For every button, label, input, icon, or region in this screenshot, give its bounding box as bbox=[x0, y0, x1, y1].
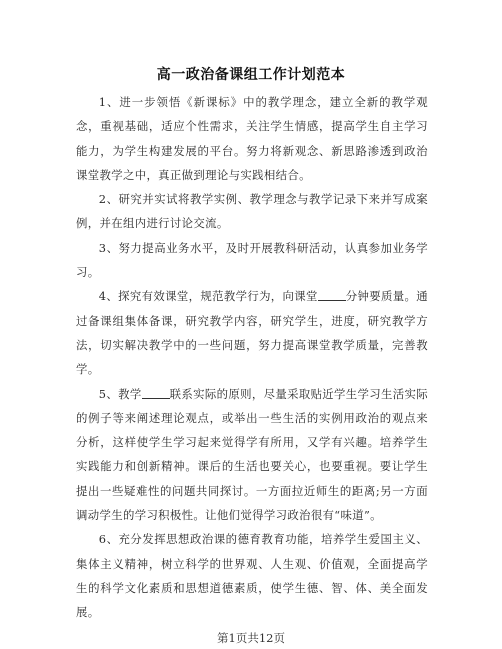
paragraph-4 bbox=[76, 284, 428, 381]
paragraph-4-start: 4、探究有效课堂，规范教学行为，向课堂 bbox=[98, 289, 318, 304]
paragraph-2: 2、研究并实试将教学实例、教学理念与教学记录下来并写成案例，并在组内进行讨论交流。 bbox=[76, 192, 428, 231]
document-title: 高一政治备课组工作计划范本 bbox=[156, 67, 346, 83]
paragraph-4-end: 分钟要质量。通过备课组集体备课，研究教学内容，研究学生，进度，研究教学方法，切实解决教学中的一些问题，努力提高课堂教学质量，完善教学。 bbox=[76, 289, 429, 377]
paragraph-1: 1、进一步领悟《新课标》中的教学理念，建立全新的教学观念，重视基础，适应个性需求，关注学生情感，提高学生自主学习能力，为学生构建发展的平台。努力将新观念、新思路渗透到政治课堂教学之中，真正做到理论与实践相结合。 bbox=[76, 95, 428, 182]
document-body bbox=[76, 90, 428, 625]
paragraph-5-start: 5、教学 bbox=[98, 386, 142, 401]
paragraph-6: 6、充分发挥思想政治课的德育教育功能，培养学生爱国主义、集体主义精神，树立科学的世界观、人生观、价值观，全面提高学生的科学文化素质和思想道德素质，使学生德、智、体、美全面发展。 bbox=[76, 532, 428, 620]
fill-in-blank bbox=[318, 290, 346, 301]
paragraph-5 bbox=[76, 382, 428, 528]
paragraph-5-end: 联系实际的原则，尽量采取贴近学生学习生活实际的例子等来阐述理论观点，或举出一些生活的实例用政治的观点来分析，这样使学生学习起来觉得学有所用，又学有兴趣。培养学生实践能力和创新精神。课后的生活也要关心，也要重视。要让学生提出一些疑难性的问题共同探讨。一方面拉近师生的距离;另一方面调动学生的学习积极性。让他们觉得学习政治很有“味道”。 bbox=[76, 386, 429, 523]
fill-in-blank bbox=[142, 388, 170, 399]
paragraph-3: 3、努力提高业务水平，及时开展教科研活动，认真参加业务学习。 bbox=[76, 240, 428, 280]
page-indicator: 第1页共12页 bbox=[217, 631, 285, 645]
